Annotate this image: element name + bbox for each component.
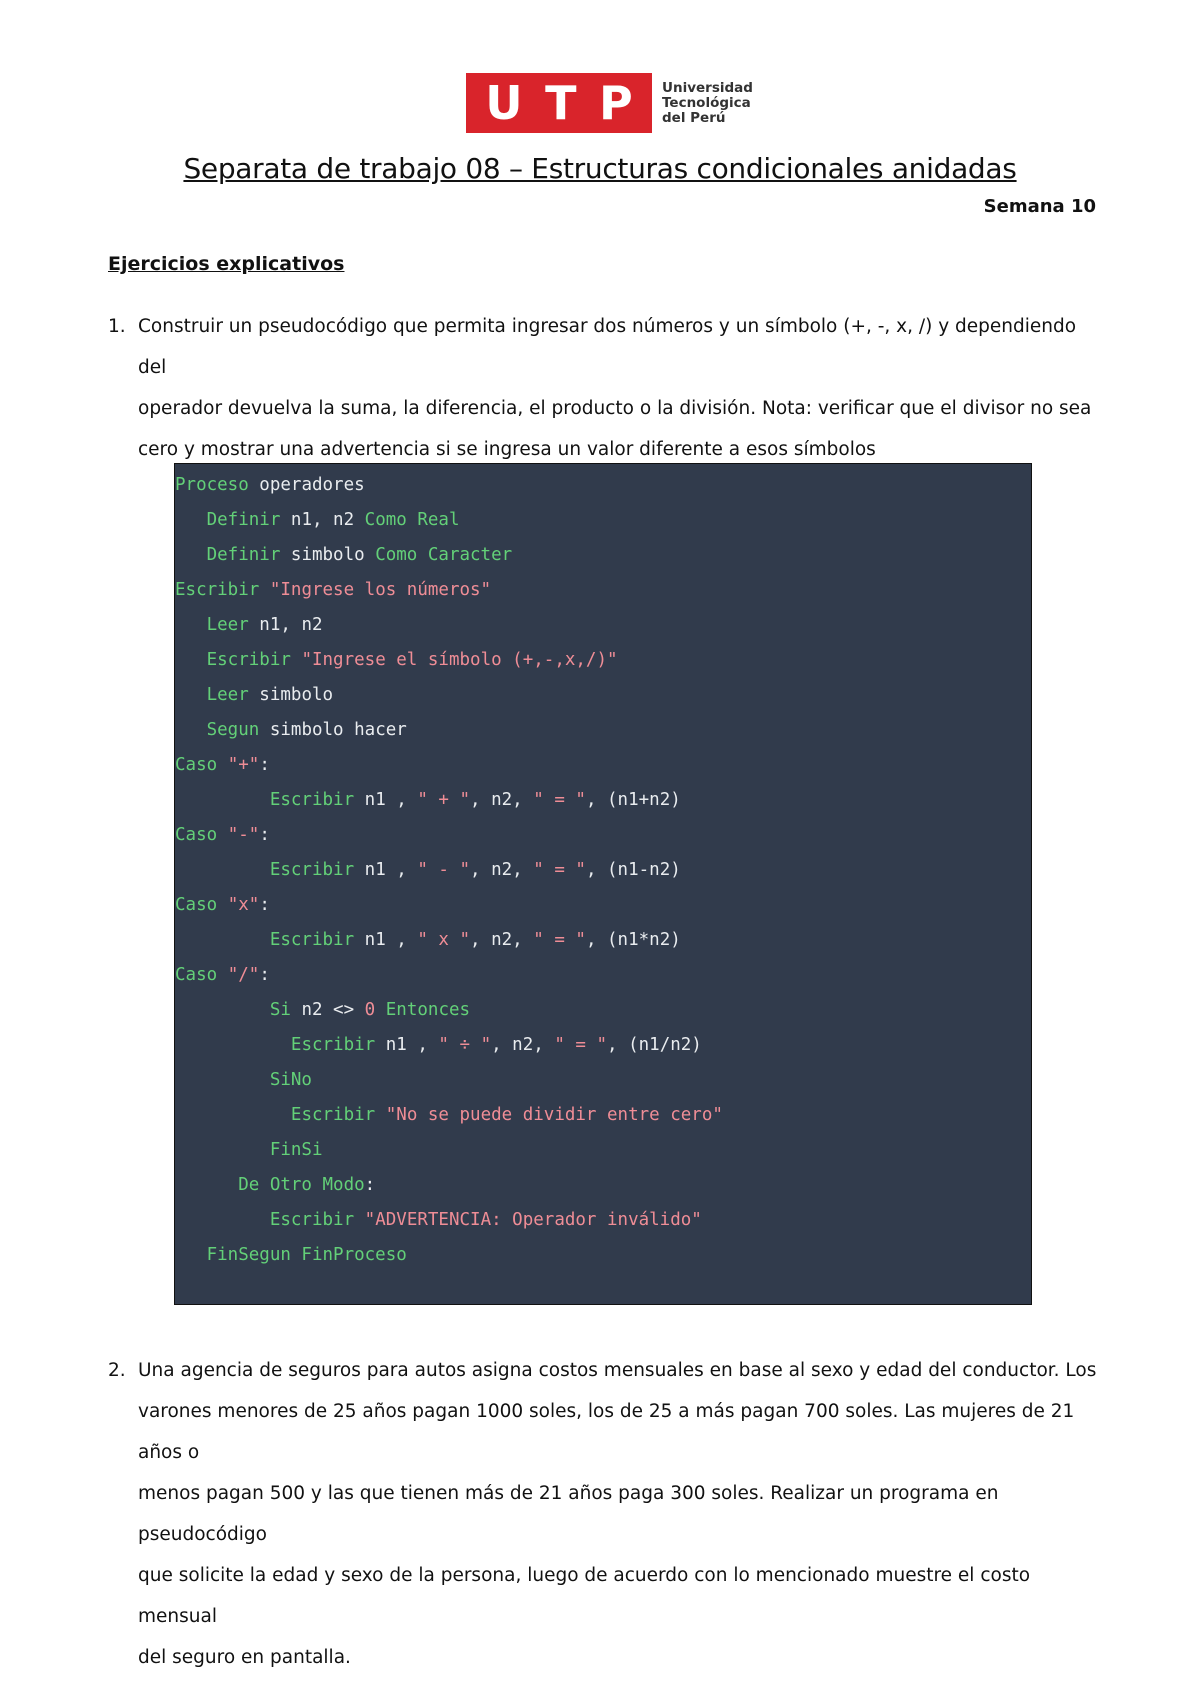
code-token: Entonces bbox=[385, 1000, 471, 1020]
code-token bbox=[175, 615, 207, 635]
code-token bbox=[375, 1000, 386, 1020]
exercise-text bbox=[138, 306, 1103, 470]
code-token: " + " bbox=[417, 790, 471, 810]
code-line bbox=[175, 1238, 1031, 1273]
code-token: Segun bbox=[206, 720, 260, 740]
logo-text-line: Universidad bbox=[662, 79, 753, 96]
code-token: Leer bbox=[206, 615, 249, 635]
code-token bbox=[175, 1175, 238, 1195]
code-token bbox=[354, 1210, 365, 1230]
code-token: , (n1*n2) bbox=[585, 930, 681, 950]
code-token: " = " bbox=[533, 930, 586, 950]
exercise-line: cero y mostrar una advertencia si se ingresa un valor diferente a esos símbolos bbox=[138, 439, 876, 460]
code-token bbox=[259, 580, 270, 600]
code-token: " - " bbox=[417, 860, 471, 880]
code-token: Leer bbox=[206, 685, 249, 705]
code-token: " = " bbox=[533, 790, 586, 810]
code-token: Escribir bbox=[206, 650, 291, 670]
code-token: : bbox=[259, 755, 270, 775]
code-token: De Otro Modo bbox=[238, 1175, 365, 1195]
code-token: , (n1+n2) bbox=[585, 790, 681, 810]
code-token: "+" bbox=[227, 755, 260, 775]
code-token: " = " bbox=[554, 1035, 608, 1055]
code-line bbox=[175, 888, 1031, 923]
code-line bbox=[175, 468, 1031, 503]
code-token bbox=[175, 1105, 291, 1125]
code-token: " = " bbox=[533, 860, 586, 880]
document-title: Separata de trabajo 08 – Estructuras condicionales anidadas bbox=[183, 152, 1017, 185]
code-token: simbolo bbox=[248, 685, 334, 705]
code-line bbox=[175, 608, 1031, 643]
exercise-number: 1. bbox=[108, 316, 126, 337]
exercise-1 bbox=[108, 306, 1103, 470]
logo-text-line: Tecnológica bbox=[662, 94, 751, 111]
code-token: Como Real bbox=[364, 510, 460, 530]
exercise-line: varones menores de 25 años pagan 1000 soles, los de 25 a más pagan 700 soles. Las mujeres de 21 años o bbox=[138, 1401, 1075, 1463]
code-token: simbolo hacer bbox=[259, 720, 407, 740]
exercise-line: que solicite la edad y sexo de la persona, luego de acuerdo con lo mencionado muestre el costo mensual bbox=[138, 1565, 1031, 1627]
code-line bbox=[175, 958, 1031, 993]
code-token bbox=[175, 930, 270, 950]
code-token bbox=[175, 685, 207, 705]
code-line bbox=[175, 538, 1031, 573]
code-token: Como Caracter bbox=[375, 545, 513, 565]
code-token: , n2, bbox=[470, 930, 534, 950]
code-token: SiNo bbox=[269, 1070, 312, 1090]
logo-text-line: del Perú bbox=[662, 109, 726, 126]
code-token: , n2, bbox=[470, 790, 534, 810]
code-token bbox=[175, 860, 270, 880]
code-line bbox=[175, 1063, 1031, 1098]
code-token bbox=[175, 790, 270, 810]
code-line bbox=[175, 1098, 1031, 1133]
code-token bbox=[175, 1140, 270, 1160]
code-token: "Ingrese el símbolo (+,-,x,/)" bbox=[301, 650, 618, 670]
code-token bbox=[375, 1105, 386, 1125]
code-token: operadores bbox=[248, 475, 365, 495]
code-token bbox=[217, 755, 228, 775]
code-token bbox=[175, 545, 207, 565]
code-token bbox=[175, 1000, 270, 1020]
exercise-line: menos pagan 500 y las que tienen más de 21 años paga 300 soles. Realizar un programa en pseudocódigo bbox=[138, 1483, 999, 1545]
exercise-line: del seguro en pantalla. bbox=[138, 1647, 351, 1668]
utp-logo-mark bbox=[466, 73, 652, 133]
code-token bbox=[175, 650, 207, 670]
code-token: n1 , bbox=[354, 930, 418, 950]
exercise-text bbox=[138, 1350, 1103, 1678]
code-token: " x " bbox=[417, 930, 471, 950]
code-token: Proceso bbox=[175, 475, 249, 495]
code-line bbox=[175, 503, 1031, 538]
code-line bbox=[175, 783, 1031, 818]
code-token: Si bbox=[269, 1000, 291, 1020]
code-token: Caso bbox=[175, 895, 218, 915]
code-token bbox=[217, 825, 228, 845]
code-token: : bbox=[259, 965, 270, 985]
code-line bbox=[175, 1168, 1031, 1203]
code-token: n1 , bbox=[354, 860, 418, 880]
code-token: FinSegun FinProceso bbox=[206, 1245, 407, 1265]
code-token bbox=[291, 650, 302, 670]
code-token bbox=[175, 720, 207, 740]
code-token: simbolo bbox=[280, 545, 376, 565]
code-line bbox=[175, 1028, 1031, 1063]
logo-letter: U bbox=[485, 76, 523, 130]
code-line bbox=[175, 1133, 1031, 1168]
code-token: Escribir bbox=[290, 1105, 376, 1125]
code-token bbox=[175, 1070, 270, 1090]
logo-letter: P bbox=[599, 76, 633, 130]
code-line bbox=[175, 1203, 1031, 1238]
code-token bbox=[175, 510, 207, 530]
code-line bbox=[175, 713, 1031, 748]
code-token: n1, n2 bbox=[248, 615, 323, 635]
code-token: Definir bbox=[206, 545, 281, 565]
code-token: FinSi bbox=[269, 1140, 323, 1160]
code-token: "Ingrese los números" bbox=[269, 580, 492, 600]
code-token: , (n1/n2) bbox=[607, 1035, 702, 1055]
code-token: Escribir bbox=[269, 790, 355, 810]
code-token: 0 bbox=[364, 1000, 376, 1020]
code-token: , (n1-n2) bbox=[585, 860, 681, 880]
week-label: Semana 10 bbox=[983, 196, 1096, 217]
code-token bbox=[217, 895, 228, 915]
code-token bbox=[217, 965, 228, 985]
code-token: Escribir bbox=[269, 1210, 355, 1230]
code-token bbox=[175, 1035, 291, 1055]
exercise-line: Una agencia de seguros para autos asigna costos mensuales en base al sexo y edad del conductor. Los bbox=[138, 1360, 1097, 1381]
code-token: , n2, bbox=[491, 1035, 555, 1055]
code-token: Caso bbox=[175, 755, 218, 775]
code-token: Caso bbox=[175, 965, 218, 985]
code-token: Escribir bbox=[269, 930, 355, 950]
code-token bbox=[175, 1210, 270, 1230]
code-token: " ÷ " bbox=[438, 1035, 492, 1055]
section-title: Ejercicios explicativos bbox=[108, 253, 345, 275]
exercise-line: operador devuelva la suma, la diferencia, el producto o la división. Nota: verificar que el divisor no sea bbox=[138, 398, 1092, 419]
exercise-line: Construir un pseudocódigo que permita ingresar dos números y un símbolo (+, -, x, /) y dependiendo del bbox=[138, 316, 1077, 378]
code-token: , n2, bbox=[470, 860, 534, 880]
code-token: "No se puede dividir entre cero" bbox=[385, 1105, 723, 1125]
code-token: Escribir bbox=[290, 1035, 376, 1055]
code-token: : bbox=[259, 895, 270, 915]
code-line bbox=[175, 643, 1031, 678]
logo-university-name bbox=[662, 81, 753, 126]
code-token: Escribir bbox=[269, 860, 355, 880]
code-line bbox=[175, 853, 1031, 888]
exercise-number: 2. bbox=[108, 1360, 126, 1381]
code-line bbox=[175, 818, 1031, 853]
code-token: "-" bbox=[227, 825, 260, 845]
code-token: Caso bbox=[175, 825, 218, 845]
code-token: n1, n2 bbox=[280, 510, 365, 530]
code-token: n2 <> bbox=[290, 1000, 365, 1020]
pseudocode-block bbox=[174, 463, 1032, 1305]
code-token: n1 , bbox=[354, 790, 418, 810]
code-line bbox=[175, 678, 1031, 713]
code-line bbox=[175, 993, 1031, 1028]
code-token: "/" bbox=[227, 965, 260, 985]
code-token: "x" bbox=[227, 895, 260, 915]
code-line bbox=[175, 573, 1031, 608]
code-token: "ADVERTENCIA: Operador inválido" bbox=[364, 1210, 702, 1230]
code-line bbox=[175, 748, 1031, 783]
code-token: n1 , bbox=[375, 1035, 439, 1055]
code-token: : bbox=[364, 1175, 376, 1195]
utp-logo bbox=[466, 73, 753, 133]
code-token bbox=[175, 1245, 207, 1265]
code-line bbox=[175, 923, 1031, 958]
code-token: : bbox=[259, 825, 270, 845]
code-token: Definir bbox=[206, 510, 281, 530]
exercise-2 bbox=[108, 1350, 1103, 1678]
code-token: Escribir bbox=[175, 580, 260, 600]
logo-letter: T bbox=[545, 76, 577, 130]
